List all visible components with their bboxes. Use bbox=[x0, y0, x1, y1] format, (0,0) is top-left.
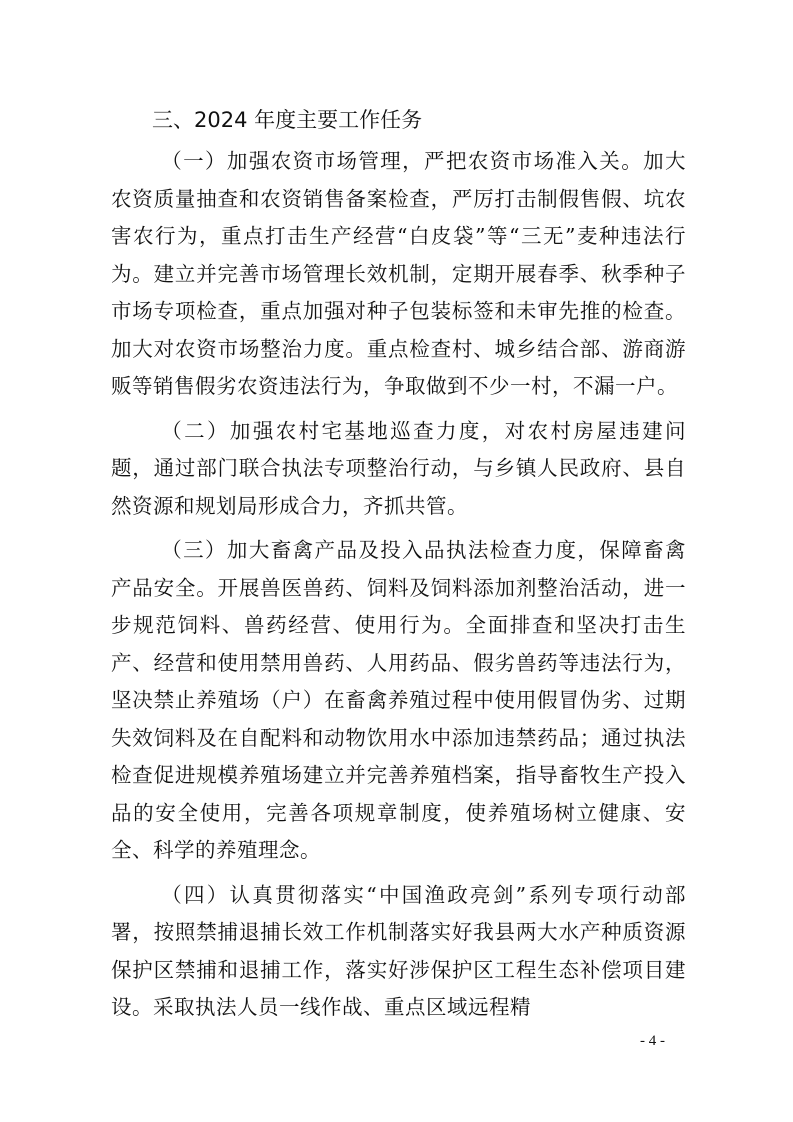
paragraph-4: （四）认真贯彻落实“中国渔政亮剑”系列专项行动部署，按照禁捕退捕长效工作机制落实好我县两大水产种质资源保护区禁捕和退捕工作，落实好涉保护区工程生态补偿项目建设。采取执法人员一线作战、重点区域远程精 bbox=[111, 882, 686, 1019]
section-heading: 三、2024 年度主要工作任务 bbox=[152, 108, 423, 132]
body-text bbox=[111, 143, 686, 1034]
paragraph-2: （二）加强农村宅基地巡查力度，对农村房屋违建问题，通过部门联合执法专项整治行动，与乡镇人民政府、县自然资源和规划局形成合力，齐抓共管。 bbox=[111, 418, 686, 518]
paragraph-1: （一）加强农资市场管理，严把农资市场准入关。加大农资质量抽查和农资销售备案检查，严厉打击制假售假、坑农害农行为，重点打击生产经营“白皮袋”等“三无”麦种违法行为。建立并完善市场管理长效机制，定期开展春季、秋季种子市场专项检查，重点加强对种子包装标签和未审先推的检查。加大对农资市场整治力度。重点检查村、城乡结合部、游商游贩等销售假劣农资违法行为，争取做到不少一村，不漏一户。 bbox=[111, 149, 686, 398]
page-number: - 4 - bbox=[640, 1033, 665, 1049]
paragraph-3: （三）加大畜禽产品及投入品执法检查力度，保障畜禽产品安全。开展兽医兽药、饲料及饲料添加剂整治活动，进一步规范饲料、兽药经营、使用行为。全面排查和坚决打击生产、经营和使用禁用兽药、人用药品、假劣兽药等违法行为，坚决禁止养殖场（户）在畜禽养殖过程中使用假冒伪劣、过期失效饲料及在自配料和动物饮用水中添加违禁药品；通过执法检查促进规模养殖场建立并完善养殖档案，指导畜牧生产投入品的安全使用，完善各项规章制度，使养殖场树立健康、安全、科学的养殖理念。 bbox=[111, 538, 686, 862]
